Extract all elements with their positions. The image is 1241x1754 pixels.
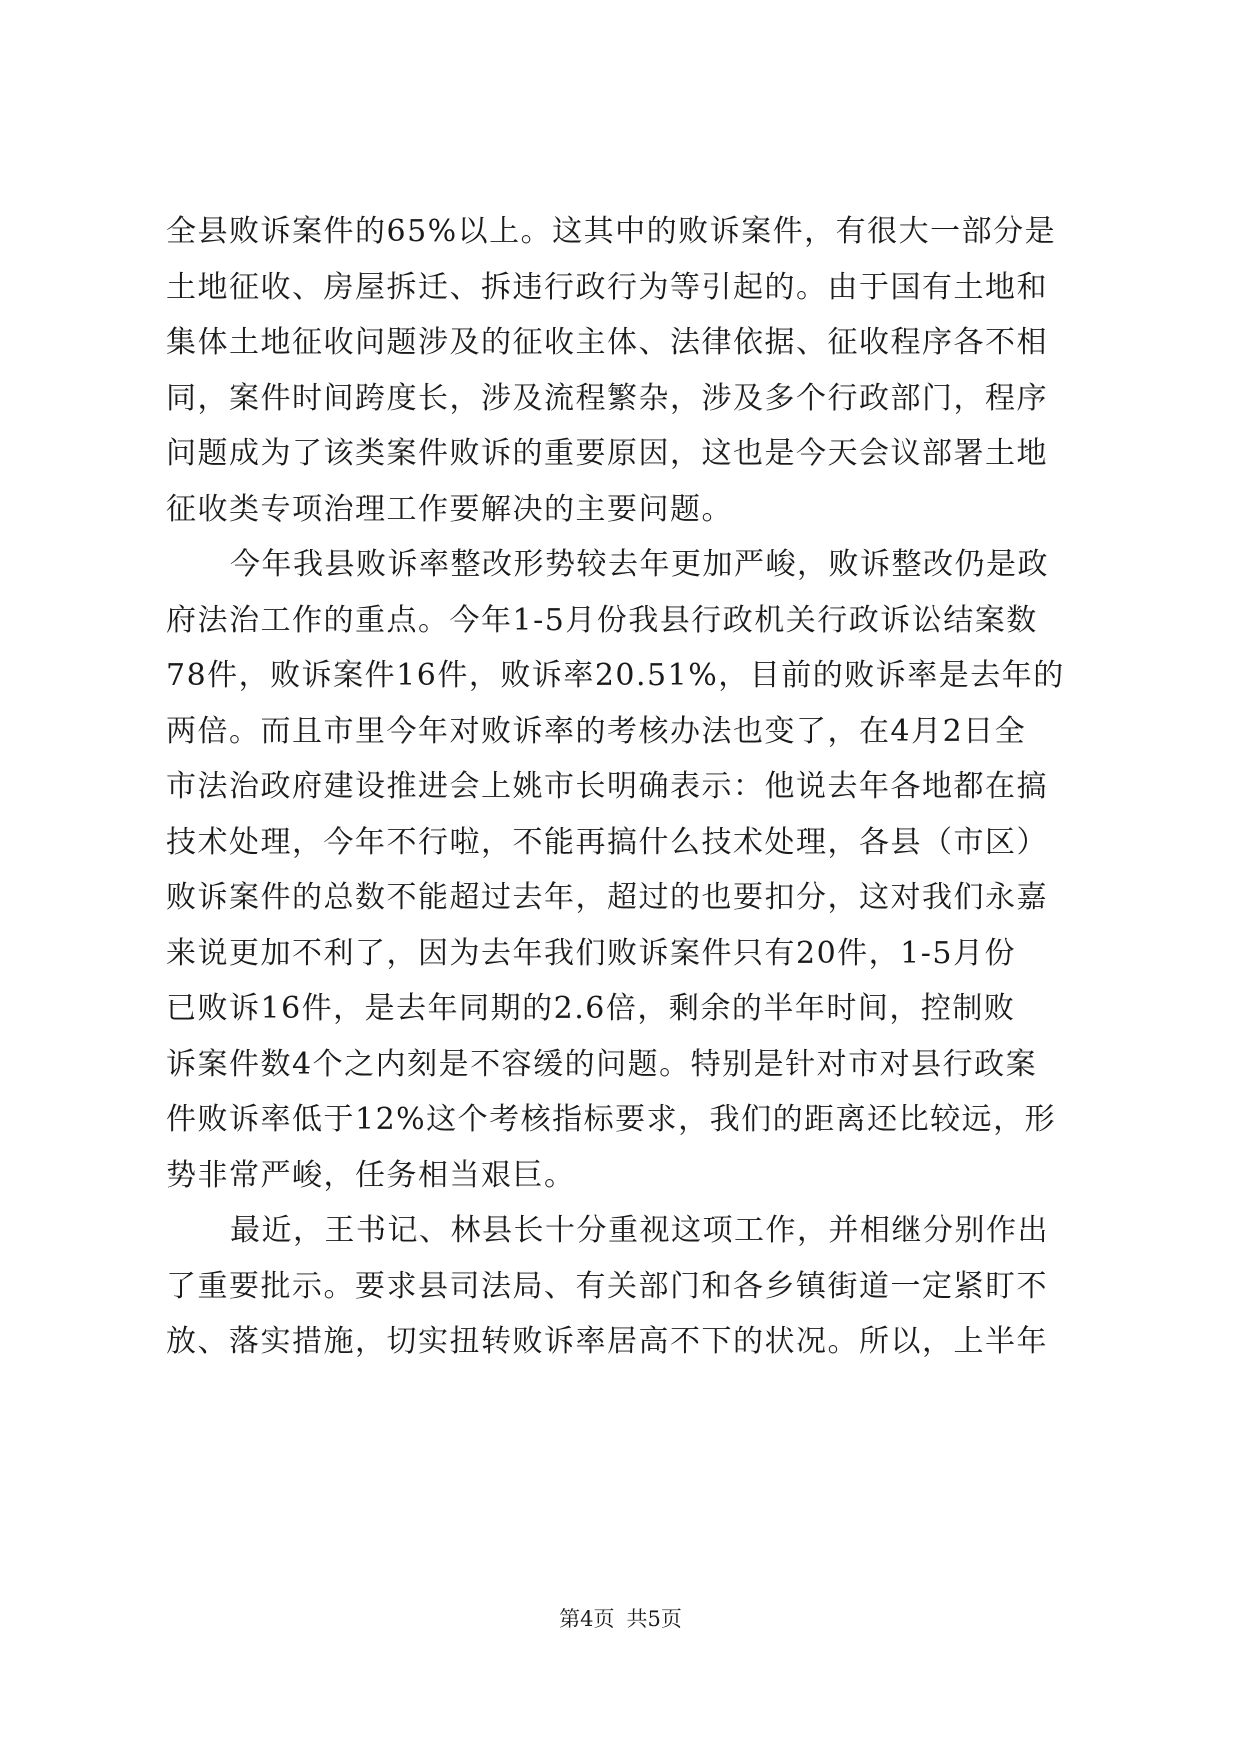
text-line: 集体土地征收问题涉及的征收主体、法律依据、征收程序各不相 xyxy=(166,325,1048,360)
page-footer xyxy=(0,1605,1241,1633)
text-line: 府法治工作的重点。今年1-5月份我县行政机关行政诉讼结案数 xyxy=(166,602,1038,638)
text-line: 技术处理，今年不行啦，不能再搞什么技术处理，各县（市区） xyxy=(166,824,1048,860)
paragraph xyxy=(166,537,1078,1203)
document-body xyxy=(166,204,1078,1370)
text-line: 78件，败诉案件16件，败诉率20.51%，目前的败诉率是去年的 xyxy=(166,658,1065,693)
text-line: 了重要批示。要求县司法局、有关部门和各乡镇街道一定紧盯不 xyxy=(166,1268,1048,1304)
paragraph xyxy=(166,204,1078,537)
text-line: 市法治政府建设推进会上姚市长明确表示：他说去年各地都在搞 xyxy=(166,769,1048,804)
page-total: 共5页 xyxy=(626,1607,682,1631)
paragraph xyxy=(166,1203,1078,1370)
text-line: 两倍。而且市里今年对败诉率的考核办法也变了，在4月2日全 xyxy=(166,713,1027,749)
text-line: 问题成为了该类案件败诉的重要原因，这也是今天会议部署土地 xyxy=(166,436,1048,471)
text-line: 已败诉16件，是去年同期的2.6倍，剩余的半年时间，控制败 xyxy=(166,991,1016,1026)
text-line: 最近，王书记、林县长十分重视这项工作，并相继分别作出 xyxy=(230,1213,1049,1248)
page-number: 第4页 xyxy=(559,1607,615,1631)
text-line: 来说更加不利了，因为去年我们败诉案件只有20件，1-5月份 xyxy=(166,935,1016,971)
text-line: 征收类专项治理工作要解决的主要问题。 xyxy=(166,491,733,527)
text-line: 件败诉率低于12%这个考核指标要求，我们的距离还比较远，形 xyxy=(166,1102,1057,1137)
text-line: 放、落实措施，切实扭转败诉率居高不下的状况。所以，上半年 xyxy=(166,1324,1048,1359)
text-line: 土地征收、房屋拆迁、拆违行政行为等引起的。由于国有土地和 xyxy=(166,269,1048,305)
text-line: 诉案件数4个之内刻是不容缓的问题。特别是针对市对县行政案 xyxy=(166,1046,1038,1082)
text-line: 今年我县败诉率整改形势较去年更加严峻，败诉整改仍是政 xyxy=(230,547,1049,582)
text-line: 败诉案件的总数不能超过去年，超过的也要扣分，这对我们永嘉 xyxy=(166,880,1048,915)
text-line: 势非常严峻，任务相当艰巨。 xyxy=(166,1157,576,1193)
text-line: 同，案件时间跨度长，涉及流程繁杂，涉及多个行政部门，程序 xyxy=(166,380,1048,416)
text-line: 全县败诉案件的65%以上。这其中的败诉案件，有很大一部分是 xyxy=(166,214,1057,249)
